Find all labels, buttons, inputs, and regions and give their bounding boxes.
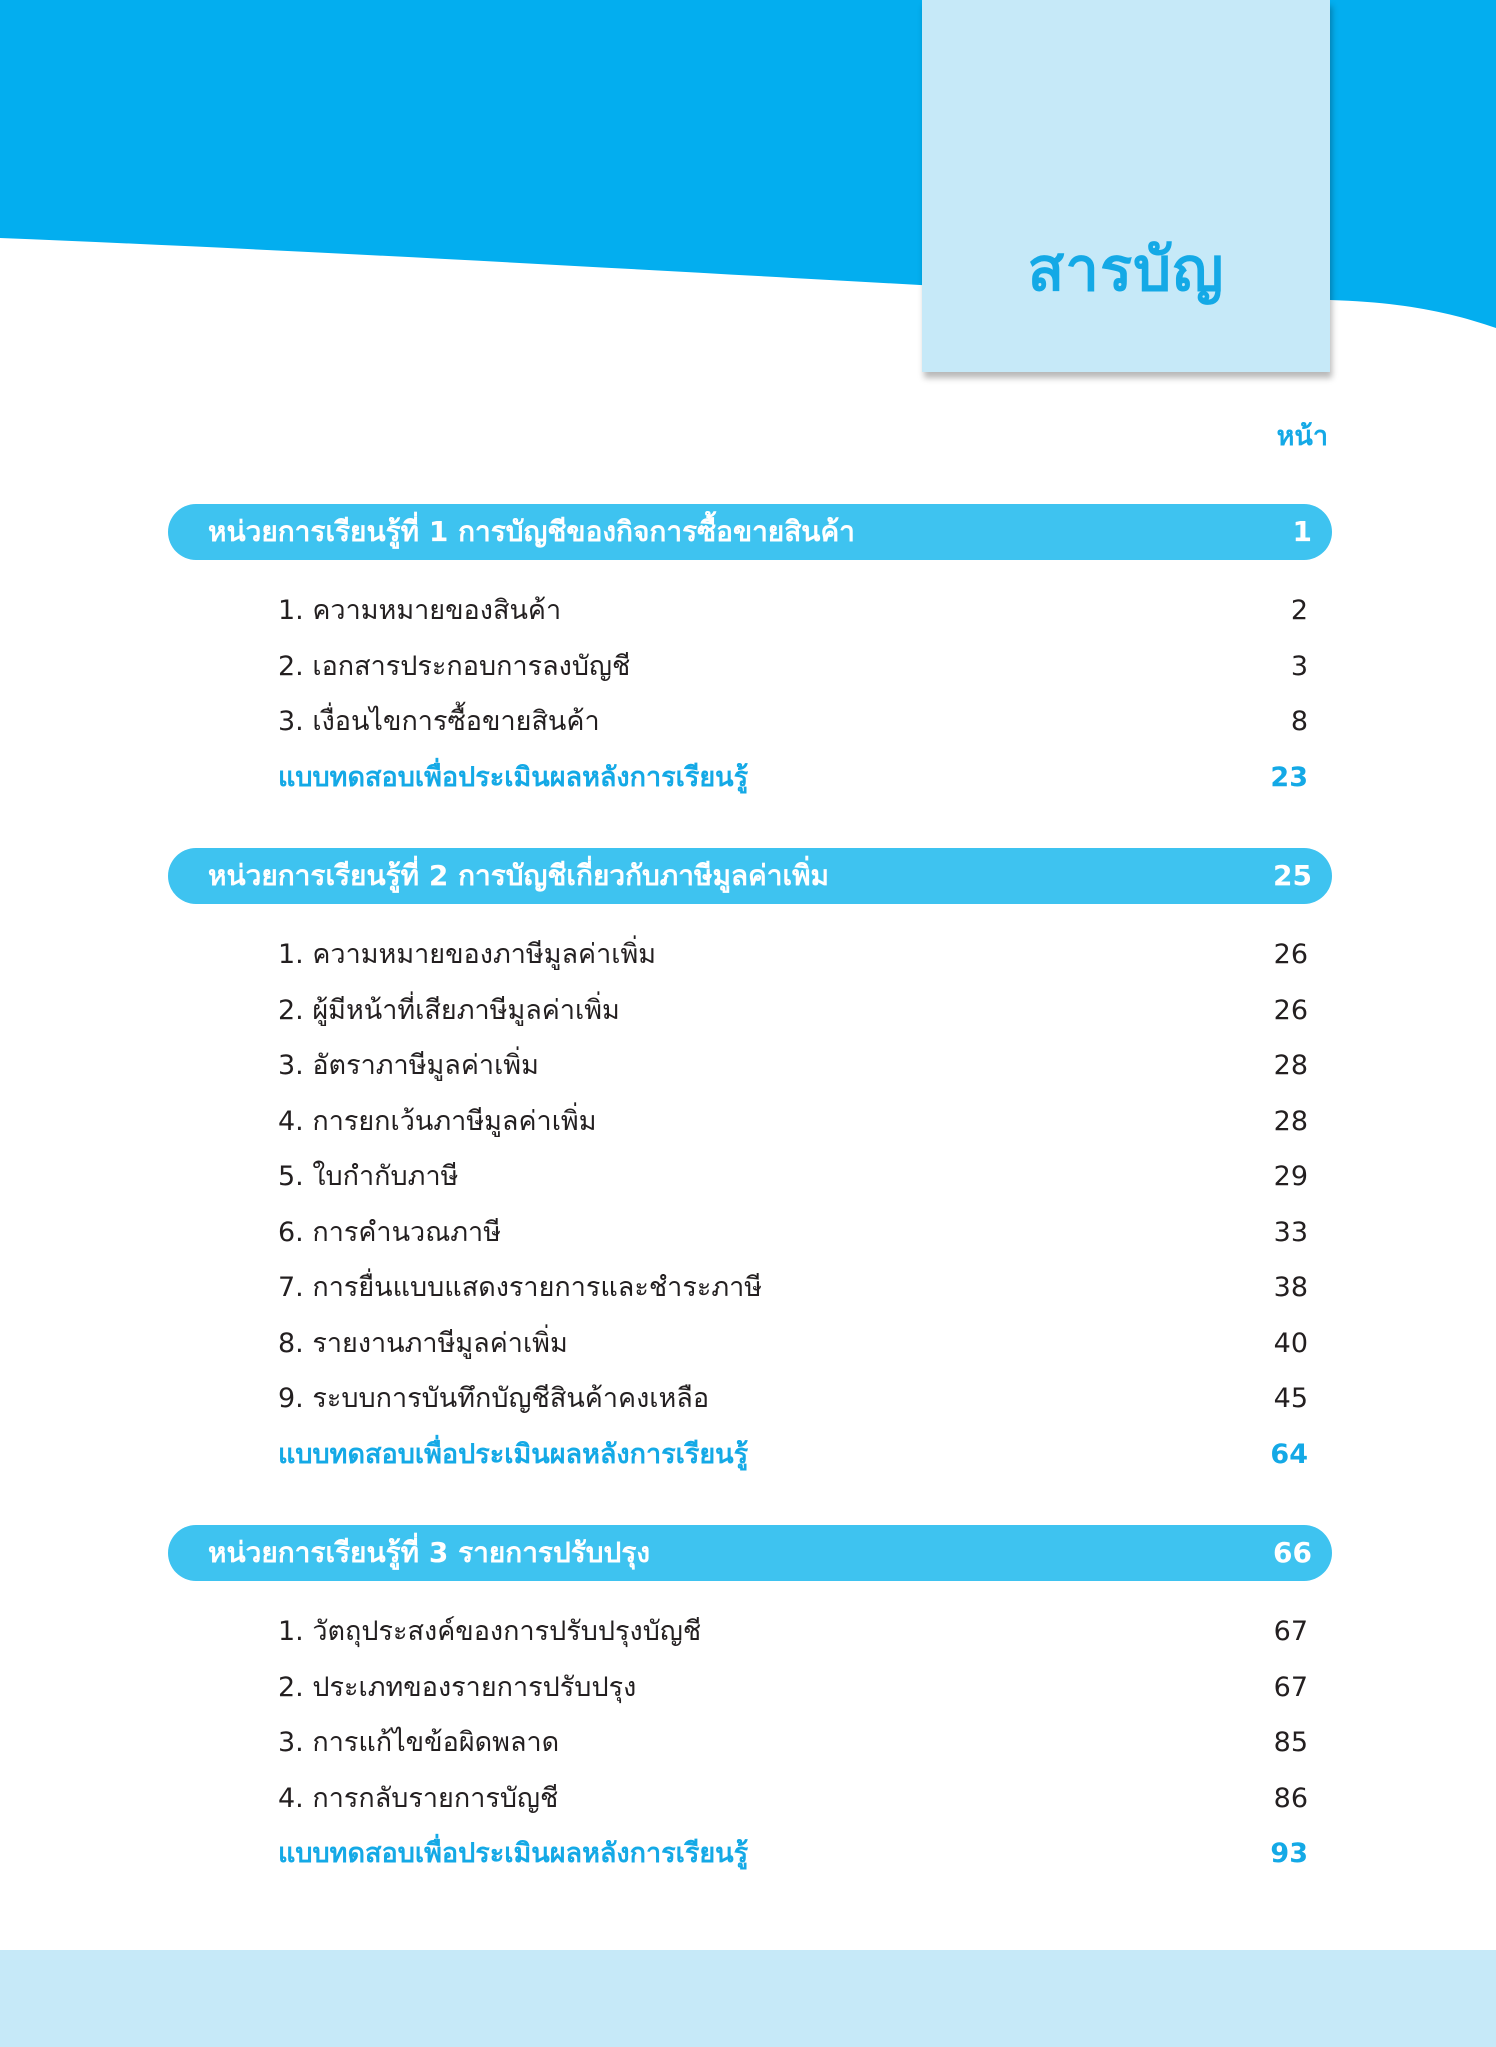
toc-entry-label: 2. เอกสารประกอบการลงบัญชี [278,651,631,682]
toc-entry-page: 23 [1270,762,1308,793]
unit-page-number: 1 [1292,515,1312,548]
toc-entry-page: 29 [1273,1161,1308,1192]
unit-page-number: 25 [1273,859,1312,892]
toc-entry-label: 4. การยกเว้นภาษีมูลค่าเพิ่ม [278,1106,597,1137]
toc-entry[interactable] [278,1718,1308,1768]
toc-test-entry[interactable] [278,1829,1308,1879]
toc-entry[interactable] [278,1208,1308,1258]
toc-entry-page: 26 [1273,939,1308,970]
toc-entry-page: 67 [1273,1616,1308,1647]
toc-entry-label: 8. รายงานภาษีมูลค่าเพิ่ม [278,1328,568,1359]
toc-entry[interactable] [278,1152,1308,1202]
toc-entry[interactable] [278,1263,1308,1313]
toc-entry-label: 3. การแก้ไขข้อผิดพลาด [278,1727,560,1758]
toc-test-entry[interactable] [278,753,1308,803]
unit-header-1[interactable] [168,504,1332,560]
toc-entry-label: แบบทดสอบเพื่อประเมินผลหลังการเรียนรู้ [278,762,749,793]
toc-entry-page: 33 [1273,1217,1308,1248]
unit-header-2[interactable] [168,848,1332,904]
toc-entry-label: 2. ประเภทของรายการปรับปรุง [278,1672,637,1703]
toc-entry-page: 85 [1273,1727,1308,1758]
toc-entry-label: แบบทดสอบเพื่อประเมินผลหลังการเรียนรู้ [278,1838,749,1869]
toc-entry-page: 28 [1273,1106,1308,1137]
toc-entry[interactable] [278,986,1308,1036]
toc-entry-label: 1. วัตถุประสงค์ของการปรับปรุงบัญชี [278,1616,702,1647]
unit-title: หน่วยการเรียนรู้ที่ 1 การบัญชีของกิจการซื้อขายสินค้า [208,515,855,548]
toc-entry-page: 40 [1273,1328,1308,1359]
toc-entry-label: 9. ระบบการบันทึกบัญชีสินค้าคงเหลือ [278,1383,710,1414]
toc-entry-label: 1. ความหมายของภาษีมูลค่าเพิ่ม [278,939,657,970]
toc-entry-page: 64 [1270,1439,1308,1470]
toc-entry[interactable] [278,586,1308,636]
toc-entry-page: 28 [1273,1050,1308,1081]
toc-entry[interactable] [278,1319,1308,1369]
toc-entry[interactable] [278,642,1308,692]
toc-entry-page: 45 [1273,1383,1308,1414]
toc-entry-page: 93 [1270,1838,1308,1869]
toc-entry[interactable] [278,1097,1308,1147]
toc-entry[interactable] [278,930,1308,980]
toc-entry[interactable] [278,1663,1308,1713]
page-title: สารบัญ [1027,235,1225,305]
toc-entry-label: 4. การกลับรายการบัญชี [278,1783,559,1814]
toc-entry-label: 3. อัตราภาษีมูลค่าเพิ่ม [278,1050,539,1081]
title-panel [922,0,1330,372]
toc-test-entry[interactable] [278,1430,1308,1480]
unit-title: หน่วยการเรียนรู้ที่ 2 การบัญชีเกี่ยวกับภาษีมูลค่าเพิ่ม [208,859,829,892]
toc-entry[interactable] [278,1607,1308,1657]
toc-entry-page: 8 [1290,706,1308,737]
toc-entry[interactable] [278,1774,1308,1824]
toc-entry[interactable] [278,1041,1308,1091]
toc-entry-page: 26 [1273,995,1308,1026]
toc-entry-label: 3. เงื่อนไขการซื้อขายสินค้า [278,706,600,737]
toc-entry-label: แบบทดสอบเพื่อประเมินผลหลังการเรียนรู้ [278,1439,749,1470]
toc-entry-label: 5. ใบกำกับภาษี [278,1161,459,1192]
unit-page-number: 66 [1273,1536,1312,1569]
toc-entry-label: 7. การยื่นแบบแสดงรายการและชำระภาษี [278,1272,763,1303]
toc-entry-page: 2 [1290,595,1308,626]
toc-entry-page: 38 [1273,1272,1308,1303]
toc-entry-page: 67 [1273,1672,1308,1703]
unit-title: หน่วยการเรียนรู้ที่ 3 รายการปรับปรุง [208,1536,651,1569]
toc-entry-label: 1. ความหมายของสินค้า [278,595,562,626]
toc-entry[interactable] [278,697,1308,747]
unit-header-3[interactable] [168,1525,1332,1581]
footer-band [0,1950,1496,2047]
toc-entry-label: 6. การคำนวณภาษี [278,1217,502,1248]
toc-entry-page: 86 [1273,1783,1308,1814]
page-column-heading: หน้า [1276,421,1328,452]
toc-entry-label: 2. ผู้มีหน้าที่เสียภาษีมูลค่าเพิ่ม [278,995,620,1026]
toc-entry[interactable] [278,1374,1308,1424]
toc-entry-page: 3 [1290,651,1308,682]
